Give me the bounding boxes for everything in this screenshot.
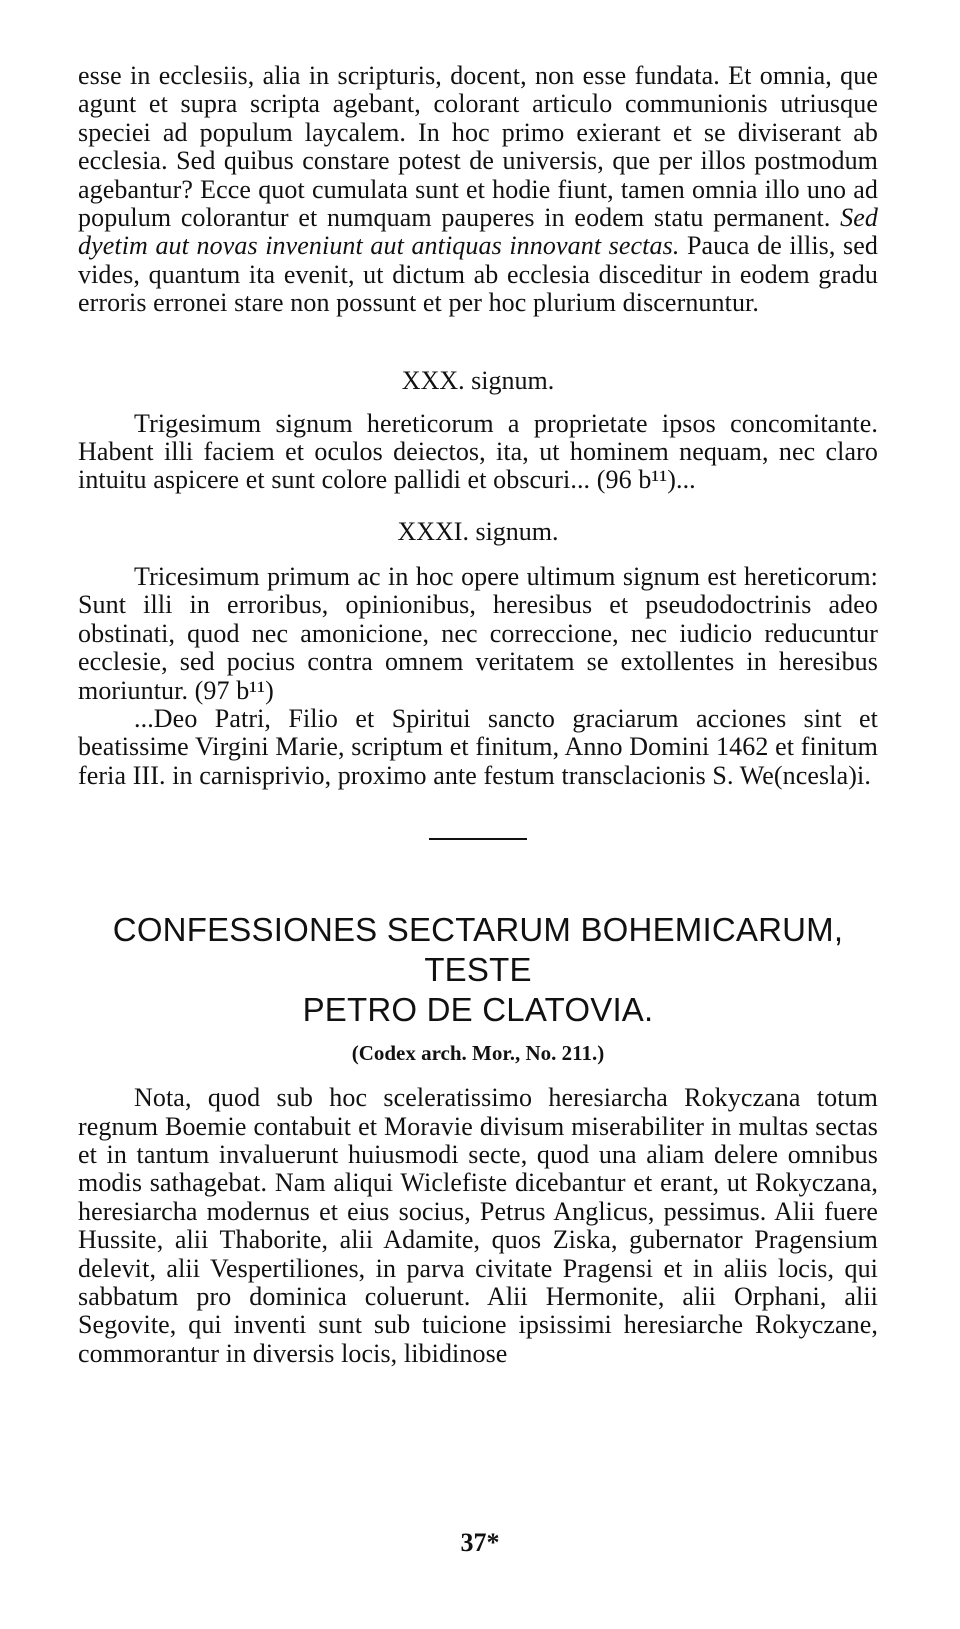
section-title-line-2: PETRO DE CLATOVIA.: [302, 991, 654, 1029]
intro-paragraph: [78, 62, 878, 318]
section-title-line-1: CONFESSIONES SECTARUM BOHEMICARUM, TESTE: [112, 911, 844, 989]
sign-30-paragraph: Trigesimum signum hereticorum a proprietate ipsos concomitante. Habent illi faciem et oculos deiectos, ita, ut hominem nequam, nec claro intuitu aspicere et sunt colore pallidi et obscuri... (96 b¹¹)...: [78, 408, 878, 495]
intro-italic-text: Sed dyetim aut novas inveniunt aut antiquas innovant sectas.: [78, 203, 878, 261]
sign-31-heading: XXXI. signum.: [397, 516, 559, 546]
page-number: 37*: [460, 1528, 500, 1557]
closing-paragraph: ...Deo Patri, Filio et Spiritui sancto graciarum acciones sint et beatissime Virgini Marie, scriptum et finitum, Anno Domini 1462 et finitum feria III. in carnisprivio, proximo ante festum transclacionis S. We(ncesla)i.: [78, 703, 878, 790]
section-divider: [429, 838, 527, 840]
page-content: [78, 62, 878, 1368]
sign-31-paragraph: Tricesimum primum ac in hoc opere ultimum signum est hereticorum: Sunt illi in erroribus, opinionibus, heresibus et pseudodoctrinis adeo obstinati, quod nec amonicione, nec correccione, nec iudicio reducuntur ecclesie, sed pocius contra omnem veritatem se extollentes in heresibus moriuntur. (97 b¹¹): [78, 561, 878, 705]
confessiones-paragraph: Nota, quod sub hoc sceleratissimo heresiarcha Rokyczana totum regnum Boemie contabuit et Moravie divisum miserabiliter in multas sectas et in tantum invaluerunt huiusmodi secte, quod una aliam delere omnibus modis sathagebat. Nam aliqui Wiclefiste dicebantur et erant, ut Rokyczana, heresiarcha modernus et eius socius, Petrus Anglicus, pessimus. Alii fuere Hussite, alii Thaborite, alii Adamite, quos Ziska, gubernator Pragensium delevit, alii Vespertiliones, in parva civitate Pragensi et in aliis locis, qui sabbatum pro dominica coluerunt. Alii Hermonite, alii Orphani, alii Segovite, qui inventi sunt sub tuicione ipsissimi heresiarche Rokyczane, commorantur in diversis locis, libidinose: [78, 1083, 878, 1368]
codex-reference: (Codex arch. Mor., No. 211.): [351, 1041, 605, 1066]
sign-30-heading: XXX. signum.: [401, 365, 555, 395]
intro-text: esse in ecclesiis, alia in scripturis, docent, non esse fundata. Et omnia, que agunt et supra scripta agebant, colorant articulo communionis utriusque speciei ad populum laycalem. In hoc primo exierant et se diviserant ab ecclesia. Sed quibus constare potest de universis, que per illos postmodum agebantur? Ecce quot cumulata sunt et hodie fiunt, tamen omnia illo uno ad populum colorantur et numquam pauperes in eodem statu permanent.: [78, 61, 878, 233]
intro-text-continued: Pauca de illis, sed vides, quantum ita evenit, ut dictum ab ecclesia disceditur in eodem gradu erroris erronei stare non possunt et per hoc plurium discernuntur.: [78, 231, 878, 318]
